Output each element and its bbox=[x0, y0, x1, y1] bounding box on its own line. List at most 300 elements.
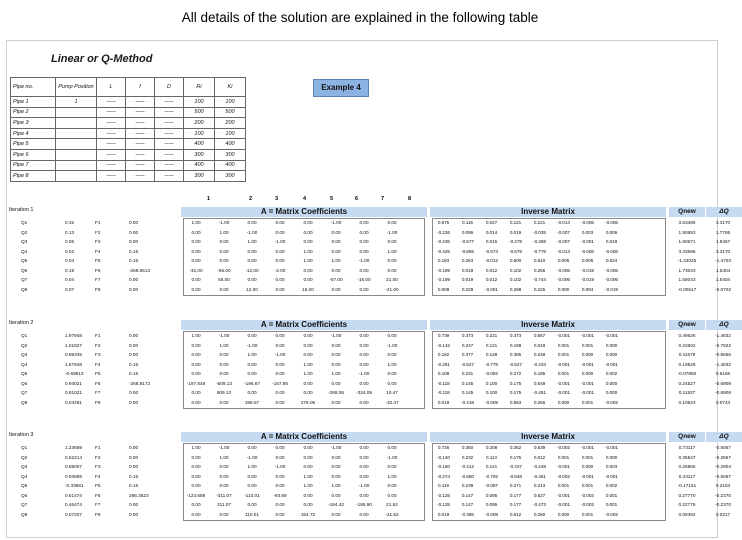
equation-label: F8 bbox=[95, 399, 101, 405]
matrix-cell: 0.00 bbox=[275, 248, 285, 254]
matrix-cell: 0.00 bbox=[275, 473, 285, 479]
equation-label: F3 bbox=[95, 464, 101, 469]
equation-label: F6 bbox=[95, 380, 101, 386]
matrix-cell: 0.00 bbox=[191, 464, 201, 469]
table-row bbox=[7, 285, 731, 295]
matrix-cell: 0.00 bbox=[303, 267, 313, 273]
table-row bbox=[7, 360, 731, 370]
equation-label: F5 bbox=[95, 258, 101, 263]
matrix-title: A = Matrix Coefficients bbox=[181, 207, 427, 217]
inverse-cell: -0.035 bbox=[533, 229, 546, 235]
matrix-cell: -123.689 bbox=[186, 492, 206, 498]
dq-value: 0.6166 bbox=[715, 371, 731, 376]
pipe-cell: Pipe 7 bbox=[11, 160, 56, 171]
matrix-cell: -1.00 bbox=[358, 483, 370, 488]
inverse-cell: 0.027 bbox=[485, 220, 498, 225]
matrix-cell: 0.00 bbox=[191, 258, 201, 263]
matrix-cell: 0.00 bbox=[359, 248, 369, 254]
matrix-cell: 0.00 bbox=[303, 342, 313, 348]
matrix-row bbox=[183, 472, 423, 482]
inverse-cell: 0.004 bbox=[581, 286, 594, 292]
matrix-cell: 0.00 bbox=[331, 352, 341, 357]
matrix-cell: 0.00 bbox=[275, 286, 285, 292]
flow-label: Q6 bbox=[21, 267, 28, 273]
inverse-cell: 0.726 bbox=[437, 445, 450, 450]
matrix-cell: 1.00 bbox=[303, 483, 313, 488]
matrix-row bbox=[183, 398, 423, 408]
matrix-cell: -1.00 bbox=[246, 454, 258, 460]
pipe-cell: Pipe 8 bbox=[11, 171, 56, 182]
pipe-cell: Pipe 4 bbox=[11, 128, 56, 139]
inverse-cell: -0.650 bbox=[461, 473, 474, 479]
qnew-value: -0.00617 bbox=[677, 286, 697, 292]
inverse-cell: 0.096 bbox=[461, 229, 474, 235]
pipe-cell bbox=[56, 128, 97, 139]
inverse-cell: 0.019 bbox=[461, 277, 474, 282]
matrix-cell: 0.00 bbox=[331, 399, 341, 405]
matrix-cell: 0.00 bbox=[359, 380, 369, 386]
iteration-label: Iteration 2 bbox=[9, 320, 34, 326]
inverse-cell: 0.575 bbox=[437, 220, 450, 225]
flow-label: Q7 bbox=[21, 390, 28, 395]
matrix-cell: 0.00 bbox=[359, 445, 369, 450]
matrix-cell: 0.00 bbox=[191, 239, 201, 244]
qnew-value: -1.43025 bbox=[677, 258, 697, 263]
inverse-cell: -0.118 bbox=[437, 380, 450, 386]
inverse-row bbox=[432, 398, 664, 408]
pipe-cell: ----- bbox=[155, 128, 184, 139]
inverse-cell: -0.118 bbox=[437, 390, 450, 395]
matrix-cell: 0.00 bbox=[359, 492, 369, 498]
inverse-cell: -0.226 bbox=[437, 229, 450, 235]
matrix-row bbox=[183, 491, 423, 501]
flow-value: 0.93689 bbox=[65, 473, 82, 479]
qnew-value: 0.49626 bbox=[678, 333, 696, 338]
inverse-cell: 0.012 bbox=[533, 454, 546, 460]
matrix-cell: 0.00 bbox=[387, 352, 397, 357]
matrix-cell: 0.00 bbox=[219, 239, 229, 244]
matrix-cell: 0.00 bbox=[359, 399, 369, 405]
inverse-cell: 0.177 bbox=[509, 502, 522, 507]
matrix-cell: 1.00 bbox=[331, 483, 341, 488]
inverse-cell: -0.006 bbox=[581, 220, 594, 225]
iteration-block bbox=[7, 207, 731, 295]
pipe-row bbox=[11, 128, 246, 139]
table-row bbox=[7, 256, 731, 266]
matrix-cell: 12.00 bbox=[246, 286, 258, 292]
table-row bbox=[7, 247, 731, 257]
matrix-cell: 0.00 bbox=[303, 464, 313, 469]
matrix-cell: 0.00 bbox=[191, 277, 201, 282]
matrix-cell: 198.67 bbox=[244, 399, 260, 405]
flow-label: Q4 bbox=[21, 361, 28, 367]
equation-value: 0.00 bbox=[129, 454, 139, 460]
matrix-title: A = Matrix Coefficients bbox=[181, 320, 427, 330]
matrix-cell: 0.00 bbox=[387, 267, 397, 273]
matrix-cell: -1.00 bbox=[274, 239, 286, 244]
matrix-cell: -2.00 bbox=[274, 267, 286, 273]
inverse-cell: -0.248 bbox=[533, 464, 546, 469]
pipe-cell: Pipe 2 bbox=[11, 107, 56, 118]
inverse-cell: -0.473 bbox=[533, 502, 546, 507]
table-row bbox=[7, 462, 731, 472]
equation-value: 0.15 bbox=[129, 483, 139, 488]
equation-value: 0.15 bbox=[129, 473, 139, 479]
inverse-cell: 0.000 bbox=[605, 352, 618, 357]
matrix-cell: 0.00 bbox=[191, 502, 201, 507]
qnew-value: -0.17151 bbox=[677, 483, 697, 488]
matrix-cell: 0.00 bbox=[331, 473, 341, 479]
matrix-row bbox=[183, 462, 423, 472]
inverse-cell: 0.000 bbox=[581, 352, 594, 357]
pipe-row bbox=[11, 107, 246, 118]
inverse-row bbox=[432, 443, 664, 453]
matrix-cell: 311.07 bbox=[217, 502, 231, 507]
inverse-row bbox=[432, 266, 664, 276]
iteration-label: Iteration 3 bbox=[9, 432, 34, 438]
flow-label: Q6 bbox=[21, 380, 28, 386]
qnew-value: 0.73117 bbox=[678, 445, 696, 450]
equation-value: 286.3523 bbox=[129, 492, 149, 498]
equation-label: F7 bbox=[95, 390, 101, 395]
matrix-cell: 1.00 bbox=[303, 248, 313, 254]
matrix-cell: 0.00 bbox=[303, 445, 313, 450]
pipe-row bbox=[11, 118, 246, 129]
inverse-cell: -0.001 bbox=[485, 286, 498, 292]
inverse-cell: 0.263 bbox=[461, 258, 474, 263]
inverse-cell: 0.002 bbox=[605, 371, 618, 376]
inverse-cell: 0.100 bbox=[485, 390, 498, 395]
inverse-cell: -0.002 bbox=[557, 445, 570, 450]
dq-value: 1.7765 bbox=[715, 229, 731, 235]
matrix-cell: -185.90 bbox=[356, 502, 372, 507]
matrix-cell: 0.00 bbox=[219, 399, 229, 405]
inverse-cell: -0.001 bbox=[557, 390, 570, 395]
matrix-cell: -1.00 bbox=[218, 220, 230, 225]
inverse-cell: 0.095 bbox=[485, 492, 498, 498]
matrix-cell: 0.00 bbox=[275, 399, 285, 405]
equation-label: F2 bbox=[95, 454, 101, 460]
inverse-row bbox=[432, 350, 664, 360]
matrix-cell: 0.00 bbox=[219, 361, 229, 367]
inverse-cell: -0.008 bbox=[485, 511, 498, 517]
inverse-cell: 0.527 bbox=[533, 492, 546, 498]
inverse-row bbox=[432, 491, 664, 501]
matrix-cell: 0.00 bbox=[247, 220, 257, 225]
inverse-cell: 0.226 bbox=[533, 286, 546, 292]
matrix-cell: 0.00 bbox=[303, 220, 313, 225]
matrix-row bbox=[183, 275, 423, 285]
inverse-cell: 0.248 bbox=[533, 352, 546, 357]
inverse-cell: 0.024 bbox=[605, 258, 618, 263]
inverse-cell: 0.298 bbox=[509, 286, 522, 292]
matrix-row bbox=[183, 350, 423, 360]
inverse-cell: 0.018 bbox=[437, 399, 450, 405]
inverse-cell: 0.260 bbox=[533, 511, 546, 517]
inverse-cell: -0.865 bbox=[461, 248, 474, 254]
inverse-cell: -0.006 bbox=[557, 267, 570, 273]
matrix-cell: 0.00 bbox=[331, 454, 341, 460]
matrix-cell: -1.00 bbox=[358, 371, 370, 376]
pipe-cell: Pipe 6 bbox=[11, 149, 56, 160]
matrix-cell: 0.00 bbox=[191, 371, 201, 376]
pipe-cell: 200 bbox=[215, 118, 246, 129]
flow-value: 1.97948 bbox=[65, 333, 82, 338]
inverse-cell: 0.019 bbox=[437, 511, 450, 517]
table-row bbox=[7, 443, 731, 453]
pipe-cell: ----- bbox=[155, 160, 184, 171]
pipe-cell: 300 bbox=[215, 171, 246, 182]
inverse-cell: 0.175 bbox=[509, 454, 522, 460]
matrix-cell: 1.00 bbox=[247, 239, 257, 244]
matrix-cell: 1.00 bbox=[247, 464, 257, 469]
inverse-cell: 0.000 bbox=[605, 342, 618, 348]
equation-label: F6 bbox=[95, 492, 101, 498]
inverse-cell: -0.412 bbox=[461, 464, 474, 469]
matrix-cell: 0.00 bbox=[275, 220, 285, 225]
table-row bbox=[7, 472, 731, 482]
matrix-cell: 0.00 bbox=[219, 371, 229, 376]
qnew-value: 0.10623 bbox=[678, 399, 696, 405]
matrix-cell: 1.00 bbox=[303, 371, 313, 376]
matrix-cell: 0.00 bbox=[331, 380, 341, 386]
matrix-cell: 0.00 bbox=[331, 229, 341, 235]
matrix-cell: 278.05 bbox=[300, 399, 316, 405]
matrix-cell: 0.00 bbox=[191, 454, 201, 460]
dq-title: ΔQ bbox=[706, 320, 742, 330]
inverse-row bbox=[432, 379, 664, 389]
matrix-cell: 1.00 bbox=[219, 229, 229, 235]
pipe-cell bbox=[56, 139, 97, 150]
matrix-cell: 0.00 bbox=[359, 361, 369, 367]
table-row bbox=[7, 331, 731, 341]
inverse-title: Inverse Matrix bbox=[430, 320, 666, 330]
pipe-cell: ----- bbox=[126, 107, 155, 118]
inverse-cell: 0.018 bbox=[605, 239, 618, 244]
inverse-cell: -0.648 bbox=[509, 473, 522, 479]
flow-label: Q2 bbox=[21, 229, 28, 235]
inverse-cell: -0.019 bbox=[605, 286, 618, 292]
inverse-title: Inverse Matrix bbox=[430, 432, 666, 442]
matrix-cell: -196.67 bbox=[244, 380, 260, 386]
inverse-cell: -0.001 bbox=[557, 361, 570, 367]
inverse-cell: -0.007 bbox=[557, 239, 570, 244]
equation-value: 0.15 bbox=[129, 258, 139, 263]
matrix-cell: -324.09 bbox=[356, 390, 372, 395]
matrix-cell: 0.00 bbox=[359, 454, 369, 460]
inverse-cell: -0.002 bbox=[581, 492, 594, 498]
inverse-cell: 0.128 bbox=[485, 352, 498, 357]
inverse-row bbox=[432, 500, 664, 510]
matrix-row bbox=[183, 247, 423, 257]
flow-label: Q8 bbox=[21, 399, 28, 405]
pipe-cell: ----- bbox=[155, 171, 184, 182]
pipe-cell: 300 bbox=[215, 149, 246, 160]
matrix-cell: -21.52 bbox=[385, 511, 399, 517]
inverse-cell: 0.549 bbox=[533, 380, 546, 386]
pipe-row bbox=[11, 171, 246, 182]
matrix-cell: 0.00 bbox=[331, 464, 341, 469]
inverse-cell: -0.006 bbox=[605, 248, 618, 254]
matrix-cell: -1.00 bbox=[358, 258, 370, 263]
matrix-cell: 0.00 bbox=[303, 229, 313, 235]
flow-value: 0.98335 bbox=[65, 352, 82, 357]
inverse-cell: 0.247 bbox=[461, 342, 474, 348]
qnew-value: 1.90671 bbox=[678, 239, 696, 244]
matrix-cell: -21.00 bbox=[385, 286, 399, 292]
matrix-cell: 0.00 bbox=[331, 239, 341, 244]
matrix-cell: -1.00 bbox=[386, 229, 398, 235]
qnew-title: Qnew bbox=[669, 320, 705, 330]
matrix-cell: 10.47 bbox=[386, 390, 398, 395]
dq-value: -0.2370 bbox=[715, 502, 731, 507]
inverse-row bbox=[432, 331, 664, 341]
table-row bbox=[7, 500, 731, 510]
qnew-value: 0.22602 bbox=[678, 342, 696, 348]
matrix-cell: 1.00 bbox=[219, 342, 229, 348]
matrix-row bbox=[183, 360, 423, 370]
equation-value: -269.6513 bbox=[129, 267, 151, 273]
iteration-block bbox=[7, 320, 731, 408]
matrix-cell: 0.00 bbox=[247, 361, 257, 367]
dq-value: 1.8467 bbox=[715, 239, 731, 244]
qnew-title: Qnew bbox=[669, 432, 705, 442]
matrix-cell: 0.00 bbox=[359, 473, 369, 479]
inverse-cell: 0.019 bbox=[509, 229, 522, 235]
inverse-cell: 0.006 bbox=[605, 229, 618, 235]
matrix-cell: 0.00 bbox=[275, 390, 285, 395]
inverse-cell: 0.500 bbox=[509, 258, 522, 263]
matrix-cell: -1.00 bbox=[330, 333, 342, 338]
inverse-row bbox=[432, 453, 664, 463]
inverse-cell: 0.553 bbox=[509, 399, 522, 405]
flow-label: Q1 bbox=[21, 220, 28, 225]
flow-label: Q2 bbox=[21, 342, 28, 348]
inverse-cell: 0.001 bbox=[581, 342, 594, 348]
inverse-cell: 0.001 bbox=[557, 371, 570, 376]
matrix-cell: 0.00 bbox=[303, 502, 313, 507]
table-row bbox=[7, 398, 731, 408]
inverse-cell: 0.006 bbox=[581, 258, 594, 263]
matrix-row bbox=[183, 266, 423, 276]
inverse-cell: 0.229 bbox=[461, 286, 474, 292]
inverse-cell: -0.433 bbox=[533, 361, 546, 367]
inverse-cell: 0.221 bbox=[485, 333, 498, 338]
matrix-row bbox=[183, 218, 423, 228]
inverse-cell: 0.121 bbox=[509, 220, 522, 225]
pipe-cell: ----- bbox=[126, 128, 155, 139]
inverse-cell: -0.001 bbox=[557, 380, 570, 386]
inverse-cell: -0.140 bbox=[437, 454, 450, 460]
equation-value: 0.00 bbox=[129, 277, 139, 282]
matrix-cell: 0.00 bbox=[275, 258, 285, 263]
matrix-cell: 154.72 bbox=[300, 511, 316, 517]
inverse-cell: -0.019 bbox=[581, 267, 594, 273]
matrix-cell: 0.00 bbox=[191, 286, 201, 292]
equation-value: 0.00 bbox=[129, 286, 139, 292]
flow-label: Q3 bbox=[21, 464, 28, 469]
table-row bbox=[7, 237, 731, 247]
inverse-cell: -0.418 bbox=[461, 399, 474, 405]
inverse-cell: -0.092 bbox=[485, 371, 498, 376]
inverse-cell: -0.269 bbox=[533, 239, 546, 244]
inverse-row bbox=[432, 256, 664, 266]
matrix-cell: 0.00 bbox=[303, 454, 313, 460]
pipe-cell: 100 bbox=[184, 128, 215, 139]
pipe-header: Pipe no. bbox=[11, 78, 56, 97]
inverse-cell: -0.199 bbox=[437, 267, 450, 273]
matrix-cell: -1.00 bbox=[246, 229, 258, 235]
matrix-cell: 0.00 bbox=[359, 464, 369, 469]
matrix-cell: 0.00 bbox=[331, 267, 341, 273]
matrix-cell: 0.00 bbox=[303, 352, 313, 357]
pipe-cell: ----- bbox=[155, 97, 184, 108]
matrix-cell: 0.00 bbox=[191, 399, 201, 405]
matrix-cell: 0.00 bbox=[247, 502, 257, 507]
inverse-cell: -0.001 bbox=[557, 464, 570, 469]
flow-label: Q3 bbox=[21, 239, 28, 244]
flow-label: Q1 bbox=[21, 445, 28, 450]
matrix-cell: 0.00 bbox=[247, 473, 257, 479]
qnew-value: 3.63486 bbox=[678, 220, 696, 225]
matrix-cell: 0.00 bbox=[247, 277, 257, 282]
matrix-cell: 0.00 bbox=[191, 473, 201, 479]
inverse-cell: 0.121 bbox=[485, 342, 498, 348]
equation-value: 0.00 bbox=[129, 390, 139, 395]
matrix-cell: 0.00 bbox=[275, 342, 285, 348]
matrix-cell: 21.00 bbox=[386, 277, 398, 282]
inverse-cell: -0.451 bbox=[533, 390, 546, 395]
matrix-cell: 1.00 bbox=[303, 361, 313, 367]
column-index: 1 bbox=[207, 196, 211, 202]
pipe-cell: 400 bbox=[184, 160, 215, 171]
matrix-cell: -1.00 bbox=[330, 445, 342, 450]
matrix-cell: -1.00 bbox=[274, 464, 286, 469]
matrix-cell: 0.00 bbox=[303, 492, 313, 498]
matrix-cell: 0.00 bbox=[331, 361, 341, 367]
flow-label: Q7 bbox=[21, 502, 28, 507]
matrix-cell: 1.00 bbox=[387, 248, 397, 254]
matrix-cell: 0.00 bbox=[275, 277, 285, 282]
inverse-cell: 0.175 bbox=[509, 380, 522, 386]
matrix-cell: 1.00 bbox=[387, 361, 397, 367]
pipe-cell: Pipe 3 bbox=[11, 118, 56, 129]
matrix-cell: 0.00 bbox=[219, 258, 229, 263]
matrix-cell: 0.00 bbox=[359, 229, 369, 235]
matrix-row bbox=[183, 331, 423, 341]
flow-label: Q3 bbox=[21, 352, 28, 357]
flow-label: Q1 bbox=[21, 333, 28, 338]
equation-label: F3 bbox=[95, 239, 101, 244]
table-row bbox=[7, 275, 731, 285]
pipe-cell: 400 bbox=[215, 139, 246, 150]
inverse-cell: -0.001 bbox=[557, 333, 570, 338]
matrix-cell: 55.00 bbox=[218, 277, 230, 282]
matrix-cell: 0.00 bbox=[275, 445, 285, 450]
inverse-cell: 0.019 bbox=[461, 267, 474, 273]
pipe-cell bbox=[56, 171, 97, 182]
dq-value: -0.6909 bbox=[715, 380, 731, 386]
flow-value: 0.19 bbox=[65, 267, 75, 273]
matrix-cell: 0.00 bbox=[387, 258, 397, 263]
pipe-row bbox=[11, 149, 246, 160]
method-title: Linear or Q-Method bbox=[51, 53, 153, 65]
pipe-cell: 200 bbox=[184, 118, 215, 129]
qnew-value: 0.11679 bbox=[678, 352, 696, 357]
matrix-cell: 0.00 bbox=[191, 248, 201, 254]
matrix-cell: -509.13 bbox=[216, 380, 232, 386]
matrix-cell: 0.00 bbox=[219, 473, 229, 479]
